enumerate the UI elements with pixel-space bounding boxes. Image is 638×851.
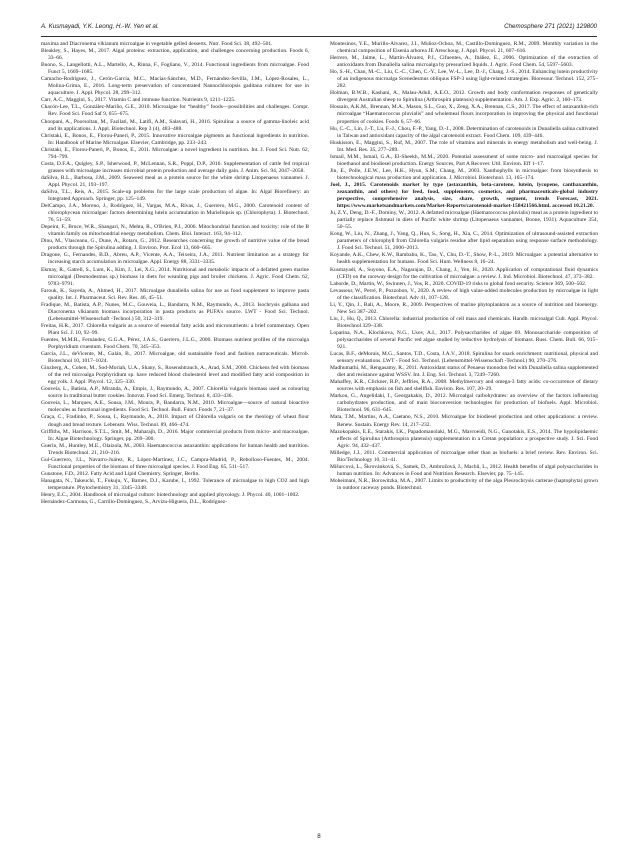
reference-entry: Camacho-Rodríguez, J., Cerón-García, M.C., Macías-Sánchez, M.D., Fernández-Sevilla, J.M., López-Rosales, L., Molina-Grima, E., 2016. Long-term preservation of concentrated Nannochloropsis gaditana cultures for use in aquaculture. J. Appl. Phycol. 28, 299–312. [41, 76, 309, 97]
reference-entry: Laborde, D., Martin, W., Swinnen, J., Vos, R., 2020. COVID-19 risks to global food security. Science 369, 500–502. [330, 280, 587, 287]
reference-entry: Depeint, F., Bruce, W.R., Shangari, N., Mehta, R., O'Brien, P.J., 2006. Mitochondrial function and toxicity: role of the B vitamin family on mitochondrial energy metabolism. Chem. Biol. Interact. 163, 94–112. [41, 224, 309, 238]
reference-entry: Costa, D.F.A., Quigley, S.P., Isherwood, P., McLennan, S.R., Poppi, D.P., 2016. Supplementation of cattle fed tropical grasses with microalgae increases microbial protein production and average daily gain. J. Anim. Sci. 94, 2047–2058. [41, 160, 309, 174]
header-journal: Chemosphere 271 (2021) 129800 [504, 23, 597, 30]
reference-entry: Henry, E.C., 2004. Handbook of microalgal culture: biotechnology and applied phycology. J. Phycol. 40, 1001–1002. [41, 492, 300, 498]
reference-entry: Freitas, H.R., 2017. Chlorella vulgaris as a source of essential fatty acids and micronutrients: a brief commentary. Open Plant Sci. J. 10, 92–99. [41, 322, 309, 336]
reference-entry: Mahaffey, K.R., Clickner, R.P., Jeffries, R.A., 2008. Methylmercury and omega-3 fatty acids: co-occurrence of dietary sources with emphasis on fish and shellfish. Environ. Res. 107, 20–29. [330, 379, 598, 393]
reference-entry: Chacón-Lee, T.L., González-Mariño, G.E., 2010. Microalgae for “healthy” foods—possibilities and challenges. Compr. Rev. Food Sci. Food Saf 9, 655–675. [41, 104, 309, 118]
reference-entry: Montesinos, Y.E., Murillo-Álvarez, J.I., Muñoz-Ochoa, M., Castillo-Domínguez, R.M., 2009. Monthly variation in the chemical composition of Eisenia arborea JE Areschoug. J. Appl. Phycol. 21, 607–616. [330, 41, 598, 55]
reference-entry: Ju, Z.Y., Deng, D.-F., Dominy, W., 2012. A defatted microalgae (Haematococcus pluvialis) meal as a protein ingredient to partially replace fishmeal in diets of Pacific white shrimp (Litopenaeus vannamei, Boone, 1931). Aquaculture 354, 50–55. [330, 210, 598, 231]
reference-entry: Carr, A.C., Maggini, S., 2017. Vitamin C and immune function. Nutrients 9, 1211–1225. [41, 97, 236, 104]
reference-entry: Bleakley, S., Hayes, M., 2017. Algal proteins: extraction, application, and challenges concerning production. Foods 6, 33–66. [41, 48, 309, 62]
reference-entry: Farouk, K., Sayeda, A., Ahmed, H., 2017. Microalgae dunaliella salina for use as food supplement to improve pasta quality. Int. J. Pharmaceut. Sci. Rev. Res. 46, 45–51. [41, 287, 309, 301]
reference-entry: Kusmayadi, A., Suyono, E.A., Nagarajan, D., Chang, J., Yen, H., 2020. Application of computational fluid dynamics (CFD) on the raceway design for the cultivation of microalgae: a review. J. Ind. Microbiol. Biotechnol. 47, 373–382. [330, 266, 598, 280]
reference-entry: Gunstone, F.D., 2012. Fatty Acid and Lipid Chemistry. Springer, Berlin. [41, 470, 200, 477]
header-authors: A. Kusmayadi, Y.K. Leong, H.-W. Yen et al. [41, 23, 159, 30]
page-number: 8 [317, 833, 321, 840]
reference-entry: Choopani, A., Poorsoltan, M., Fazilati, M., Latifi, A.M., Salavati, H., 2016. Spirulina: a source of gamma-linoleic acid and its applications. J. Appl. Biotechnol. Rep 3 (4), 483–488. [41, 118, 309, 132]
reference-entry: Mazokopakis, E.E., Starakis, I.K., Papadomanolaki, M.G., Mavroeidi, N.G., Ganotakis, E.S., 2014. The hypolipidaemic effects of Spirulina (Arthrospira platensis) supplementation in a Cretan population: a prospective study. J. Sci. Food Agric. 94, 432–437. [330, 428, 598, 449]
references-right-column [330, 41, 598, 826]
reference-entry: Markou, G., Angelidaki, I., Georgakakis, D., 2012. Microalgal carbohydrates: an overview of the factors influencing carbohydrates production, and of main bioconversion technologies for production of biofuels. Appl. Microbiol. Biotechnol. 96, 631–645. [330, 393, 598, 414]
reference-entry: Kong, W., Liu, N., Zhang, J., Yang, Q., Hua, S., Song, H., Xia, C., 2014. Optimization of ultrasound-assisted extraction parameters of chlorophyll from Chlorella vulgaris residue after lipid separation using response surface methodology. J. Food Sci. Technol. 51, 2006–2013. [330, 231, 598, 252]
reference-entry: Ho, S.-H., Chan, M.-C., Liu, C.-C., Chen, C.-Y., Lee, W.-L., Lee, D.-J., Chang, J.-S., 2014. Enhancing lutein productivity of an indigenous microalga Scenedesmus obliquus FSP-3 using light-related strategies. Bioresour. Technol. 152, 275–282. [330, 69, 598, 90]
reference-entry: Levasseur, W., Perré, P., Pozzobon, V., 2020. A review of high value-added molecules production by microalgae in light of the classification. Biotechnol. Adv 41, 107–128. [330, 287, 598, 301]
reference-entry: Ekmay, R., Gatrell, S., Lum, K., Kim, J., Lei, X.G., 2014. Nutritional and metabolic impacts of a defatted green marine microalgal (Desmodesmus sp.) biomass in diets for weanling pigs and broiler chickens. J. Agric. Food Chem. 62, 9783–9791. [41, 266, 309, 287]
reference-entry: Gouveia, L., Marques, A.E., Sousa, J.M., Moura, P., Bandarra, N.M., 2010. Microalgae—source of natural bioactive molecules as functional ingredients. Food Sci. Technol. Bull. Funct. Foods 7, 21–37. [41, 400, 309, 414]
reference-entry: Mišurcová, L., Škrovánková, S., Samek, D., Ambrožová, J., Machů, L., 2012. Health benefits of algal polysaccharides in human nutrition. In: Advances in Food and Nutrition Research. Elsevier, pp. 75–145. [330, 463, 598, 477]
reference-entry: Mata, T.M., Martins, A.A., Caetano, N.S., 2010. Microalgae for biodiesel production and other applications: a review. Renew. Sustain. Energy Rev. 14, 217–232. [330, 414, 598, 428]
reference-entry: Griffiths, M., Harrison, S.T.L., Smit, M., Maharajh, D., 2016. Major commercial products from micro- and macroalgae. In: Algae Biotechnology. Springer, pp. 269–300. [41, 428, 309, 442]
reference-entry: Holman, B.W.B., Kashani, A., Malau-Aduli, A.E.O., 2012. Growth and body conformation responses of genetically divergent Australian sheep to Spirulina (Arthrospira platensis) supplementation. Am. J. Exp. Agric. 2, 160–173. [330, 90, 598, 104]
reference-entry: Joel, J., 2015. Carotenoids market by type (astaxanthin, beta-carotene, lutein, lycopene, canthaxanthin, zeaxanthin, and others) for feed, food, supplements, cosmetics, and pharmaceuticals-global industry perspective, comprehensive analysis, size, share, growth, segment, trends Forecast, 2021. https://www.marketsandmarkets.com/Market-Reports/carotenoid-market-158421566.html. accessed 10.21.20. [330, 181, 598, 210]
reference-entry: Ismail, M.M., Ismail, G.A., El-Sheekh, M.M., 2020. Potential assessment of some micro- and macroalgal species for bioethanol and biodiesel production. Energy Sources, Part A Recover. Util. Environ. Eff 1–17. [330, 153, 598, 167]
reference-entry: DelCampo, J.A., Moreno, J., Rodríguez, H., Vargas, M.A., Rivas, J., Guerrero, M.G., 2000. Carotenoid content of chlorophycean microalgae: factors determining lutein accumulation in Muriellopsis sp. (Chlorophyta). J. Biotechnol. 76, 51–59. [41, 203, 309, 224]
reference-entry: Moheimani, N.R., Borowitzka, M.A., 2007. Limits to productivity of the alga Pleurochrysis carterae (haptophyta) grown in outdoor raceway ponds. Biotechnol. [330, 477, 598, 491]
running-header [41, 23, 597, 35]
reference-entry: Hanagata, N., Takeuchi, T., Fukuju, Y., Barnes, D.J., Karube, I., 1992. Tolerance of microalgae to high CO2 and high temperature. Phytochemistry 31, 3345–3348. [41, 477, 309, 491]
reference-entry: Huskisson, E., Maggini, S., Ruf, M., 2007. The role of vitamins and minerals in energy metabolism and well-being. J. Int. Med. Res. 35, 277–289. [330, 139, 598, 153]
reference-entry: Christaki, E., Florou-Paneri, P., Bonos, E., 2011. Microalgae: a novel ingredient in nutrition. Int. J. Food Sci. Nutr. 62, 794–799. [41, 146, 309, 160]
reference-entry: Liu, J., Hu, Q., 2013. Chlorella: industrial production of cell mass and chemicals. Handb. microalgal Cult. Appl. Phycol. Biotechnol 329–338. [330, 315, 598, 329]
reference-entry: maxima and Diacronema vlkianum microalgae in vegetable gelled desserts. Nutr. Food Sci. 38, 492–501. [41, 41, 273, 47]
reference-entry: Koyande, A.K., Chew, K.W., Rambabu, K., Tao, Y., Chu, D.-T., Show, P.-L., 2019. Microalgae: a potential alternative to health supplementation for humans. Food Sci. Hum. Wellness 8, 16–24. [330, 252, 598, 266]
reference-entry: Guerin, M., Huntley, M.E., Olaizola, M., 2003. Haematococcus astaxanthin: applications for human health and nutrition. Trends Biotechnol. 21, 210–216. [41, 442, 309, 456]
reference-entry: Hossain, A.K.M., Brennan, M.A., Mason, S.L., Guo, X., Zeng, X.A., Brennan, C.S., 2017. The effect of astaxanthin-rich microalgae “Haematococcus pluvialis” and wholemeal flours incorporation in improving the physical and functional properties of cookies. Foods 6, 57–66. [330, 104, 598, 125]
references-left-column [41, 41, 309, 826]
reference-entry: Li, Y., Qin, J., Bali, A., Moore, R., 2009. Perspectives of marine phytoplankton as a source of nutrition and bioenergy. New Sci 387–202. [330, 301, 598, 315]
reference-entry: Milledge, J.J., 2011. Commercial application of microalgae other than as biofuels: a brief review. Rev. Environ. Sci. Bio/Technology 10, 31–41. [330, 449, 598, 463]
reference-entry: Fradique, M., Batista, A.P., Nunes, M.C., Gouveia, L., Bandarra, N.M., Raymundo, A., 2013. Isochrysis galbana and Diacronema vlkianum biomass incorporation in pasta products as PUFA's source. LWT - Food Sci. Technol. (Lebensmittel-Wissenschaft -Technol.) 50, 312–319. [41, 301, 309, 322]
reference-entry: Jin, E., Polle, J.E.W., Lee, H.K., Hyun, S.M., Chang, M., 2003. Xanthophylls in microalgae: from biosynthesis to biotechnological mass production and application. J. Microbiol. Biotechnol. 13, 165–174. [330, 167, 598, 181]
reference-entry: García, J.L., deVicente, M., Galán, B., 2017. Microalgae, old sustainable food and fashion nutraceuticals. Microb. Biotechnol 10, 1017–1024. [41, 351, 309, 365]
reference-entry: Gul-Guerrero, J.L., Navarro-Juárez, R., López-Martínez, J.C., Campra-Madrid, P., Rebolloso-Fuentes, M., 2004. Functional properties of the biomass of three microalgal species. J. Food Eng. 65, 511–517. [41, 456, 309, 470]
reference-entry: Dragone, G., Fernandes, B.D., Abreu, A.P., Vicente, A.A., Teixeira, J.A., 2011. Nutrient limitation as a strategy for increasing starch accumulation in microalgae. Appl. Energy 88, 3331–3335. [41, 252, 309, 266]
reference-entry: Buono, S., Langellotti, A.L., Martello, A., Rinna, F., Fogliano, V., 2014. Functional ingredients from microalgae. Food Funct 5, 1669–1685. [41, 62, 309, 76]
reference-entry: Gouveia, L., Batista, A.P., Miranda, A., Empis, J., Raymundo, A., 2007. Chlorella vulgaris biomass used as colouring source in traditional butter cookies. Innovat. Food Sci. Emerg. Technol. 8, 433–436. [41, 386, 309, 400]
reference-entry: Lucas, B.F., deMorais, M.G., Santos, T.D., Costa, J.A.V., 2018. Spirulina for snack enrichment: nutritional, physical and sensory evaluations. LWT - Food Sci. Technol. (Lebensmittel-Wissenschaft -Technol.) 90, 270–276. [330, 351, 598, 365]
reference-entry: Lopatina, N.A., Klochkova, N.G., Usov, A.I., 2017. Polysaccharides of algae 69. Monosaccharide composition of polysaccharides of several Pacific red algae studied by reductive hydrolysis of biomass. Russ. Chem. Bull. 66, 915–921. [330, 329, 598, 351]
reference-entry: Hu, C.-C., Lin, J.-T., Lu, F.-J., Chou, F.-P., Yang, D.-J., 2008. Determination of carotenoids in Dunaliella salina cultivated in Taiwan and antioxidant capacity of the algal carotenoid extract. Food Chem. 109, 439–446. [330, 125, 598, 139]
reference-entry: Madhumathi, M., Rengasamy, R., 2011. Antioxidant status of Penaeus monodon fed with Dunaliella salina supplemented diet and resistance against WSSV. Int. J. Eng. Sci. Technol. 3, 7249–7260. [330, 365, 598, 379]
reference-entry: Herrero, M., Jaime, L., Martín-Álvarez, P.J., Cifuentes, A., Ibáñez, E., 2006. Optimization of the extraction of antioxidants from Dunaliella salina microalga by pressurized liquids. J. Agric. Food Chem. 54, 5597–5603. [330, 55, 598, 69]
reference-entry: Hernández-Carmona, G., Carrillo-Domínguez, S., Arvizu-Higuera, D.L., Rodríguez- [41, 499, 228, 506]
reference-entry: Graça, C., Fradinho, P., Sousa, I., Raymundo, A., 2018. Impact of Chlorella vulgaris on the rheology of wheat flour dough and bread texture. Lebensm. Wiss. Technol. 89, 466–474. [41, 414, 309, 428]
reference-entry: daSilva, R.L., Barbosa, J.M., 2009. Seaweed meal as a protein source for the white shrimp Litopenaeus vannamei. J. Appl. Phycol. 21, 193–197. [41, 174, 309, 188]
reference-entry: Ginzberg, A., Cohen, M., Sod-Moriah, U.A., Shany, S., Rosenshtrauch, A., Arad, S.M., 2000. Chickens fed with biomass of the red microalga Porphyridium sp. have reduced blood cholesterol level and modified fatty acid composition in egg yolk. J. Appl. Phycol. 12, 325–330. [41, 365, 309, 386]
header-rule [41, 36, 597, 37]
reference-entry: Fuentes, M.M.R., Fernández, G.G.A., Pérez, J.A.S., Guerrero, J.L.G., 2000. Biomass nutrient profiles of the microalga Porphyridium cruentum. Food Chem. 70, 345–353. [41, 336, 309, 351]
reference-entry: Christaki, E., Bonos, E., Florou-Paneri, P., 2015. Innovative microalgae pigments as functional ingredients in nutrition. In: Handbook of Marine Microalgae. Elsevier, Cambridge, pp. 233–243. [41, 132, 309, 146]
reference-entry: Dinu, M., Vlasceanu, G., Dune, A., Rotaru, G., 2012. Researches concerning the growth of nutritive value of the bread products through the Spirulina adding. J. Environ. Prot. Ecol 13, 660–665. [41, 238, 309, 252]
reference-entry: daSilva, T.L., Reis, A., 2015. Scale-up problems for the large scale production of algae. In: Algal Biorefinery: an Integrated Approach. Springer, pp. 125–149. [41, 188, 309, 203]
